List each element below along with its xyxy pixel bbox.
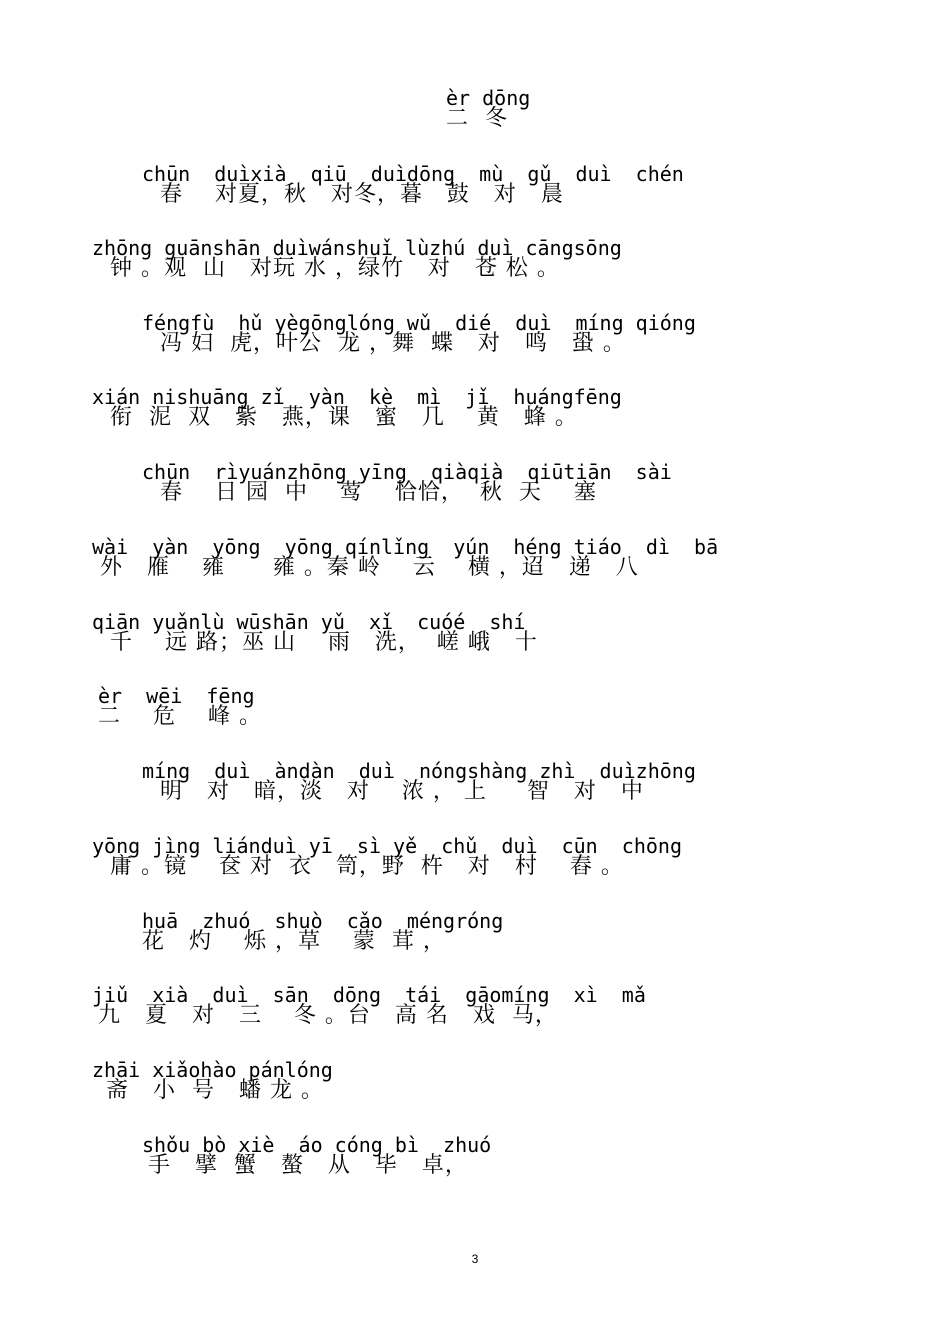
line-hanzi: 庸 。镜 奁 对 衣 笥，野 杵 对 村 舂 。	[110, 854, 624, 879]
verse-line-5	[0, 460, 950, 520]
verse-line-1	[0, 162, 950, 222]
line-pinyin: wài yàn yōng yōng qínlǐng yún héng tiáo dì bā	[92, 535, 719, 559]
line-hanzi: 春 对夏，秋 对冬，暮 鼓 对 晨	[160, 182, 564, 207]
line-pinyin: chūn rìyuánzhōng yīng qiàqià qiūtiān sài	[142, 460, 672, 484]
line-hanzi: 九 夏 对 三 冬 。台 高 名 戏 马，	[98, 1003, 558, 1028]
line-pinyin: shǒu bò xiè áo cóng bì zhuó	[142, 1133, 492, 1157]
title-pinyin: èr dōng	[446, 86, 531, 110]
line-pinyin: chūn duìxià qiū duìdōng mù gǔ duì chén	[142, 162, 684, 186]
line-hanzi: 衔 泥 双 紫 燕，课 蜜 几 黄 蜂 。	[110, 405, 578, 430]
line-hanzi: 千 远 路；巫 山 雨 洗， 嵯 峨 十	[110, 630, 538, 655]
line-pinyin: èr wēi fēng	[98, 684, 255, 708]
title-hanzi: 二 冬	[446, 106, 508, 131]
line-pinyin: zhōng guānshān duìwánshuǐ lùzhú duì cāngsōng	[92, 236, 622, 260]
verse-line-14	[0, 1133, 950, 1193]
line-hanzi: 明 对 暗，淡 对 浓 ， 上 智 对 中	[160, 779, 644, 804]
verse-line-11	[0, 909, 950, 969]
verse-line-12	[0, 983, 950, 1043]
verse-line-8	[0, 684, 950, 744]
verse-line-7	[0, 610, 950, 670]
line-hanzi: 钟 。观 山 对玩 水 ，绿竹 对 苍 松 。	[110, 256, 560, 281]
verse-line-13	[0, 1058, 950, 1118]
line-pinyin: féngfù hǔ yègōnglóng wǔ dié duì míng qióng	[142, 311, 696, 335]
line-pinyin: zhāi xiǎohào pánlóng	[92, 1058, 333, 1082]
verse-line-6	[0, 535, 950, 595]
verse-line-4	[0, 385, 950, 445]
line-hanzi: 春 日 园 中 莺 恰恰， 秋 天 塞	[160, 480, 597, 505]
line-pinyin: xián nishuāng zǐ yàn kè mì jǐ huángfēng	[92, 385, 622, 409]
verse-line-2	[0, 236, 950, 296]
verse-line-10	[0, 834, 950, 894]
line-pinyin: qiān yuǎnlù wūshān yǔ xǐ cuóé shí	[92, 610, 526, 634]
line-hanzi: 外 雁 雍 雍 。秦 岭 云 横 ，迢 递 八	[100, 555, 639, 580]
line-pinyin: jiǔ xià duì sān dōng tái gāomíng xì mǎ	[92, 983, 646, 1007]
line-pinyin: huā zhuó shuò cǎo méngróng	[142, 909, 504, 933]
line-hanzi: 冯 妇 虎，叶公 龙 ，舞 蝶 对 鸣 蛩 。	[160, 331, 626, 356]
line-pinyin: yōng jìng liánduì yī sì yě chǔ duì cūn chōng	[92, 834, 683, 858]
line-hanzi: 手 擘 蟹 螯 从 毕 卓，	[148, 1153, 468, 1178]
line-pinyin: míng duì àndàn duì nóngshàng zhì duìzhōng	[142, 759, 696, 783]
line-hanzi: 二 危 峰 。	[98, 704, 262, 729]
verse-line-9	[0, 759, 950, 819]
title-line	[0, 86, 950, 146]
page-number: 3	[471, 1252, 479, 1266]
line-hanzi: 花 灼 烁 ，草 蒙 茸 ，	[142, 929, 446, 954]
line-hanzi: 斋 小 号 蟠 龙 。	[106, 1078, 324, 1103]
verse-line-3	[0, 311, 950, 371]
